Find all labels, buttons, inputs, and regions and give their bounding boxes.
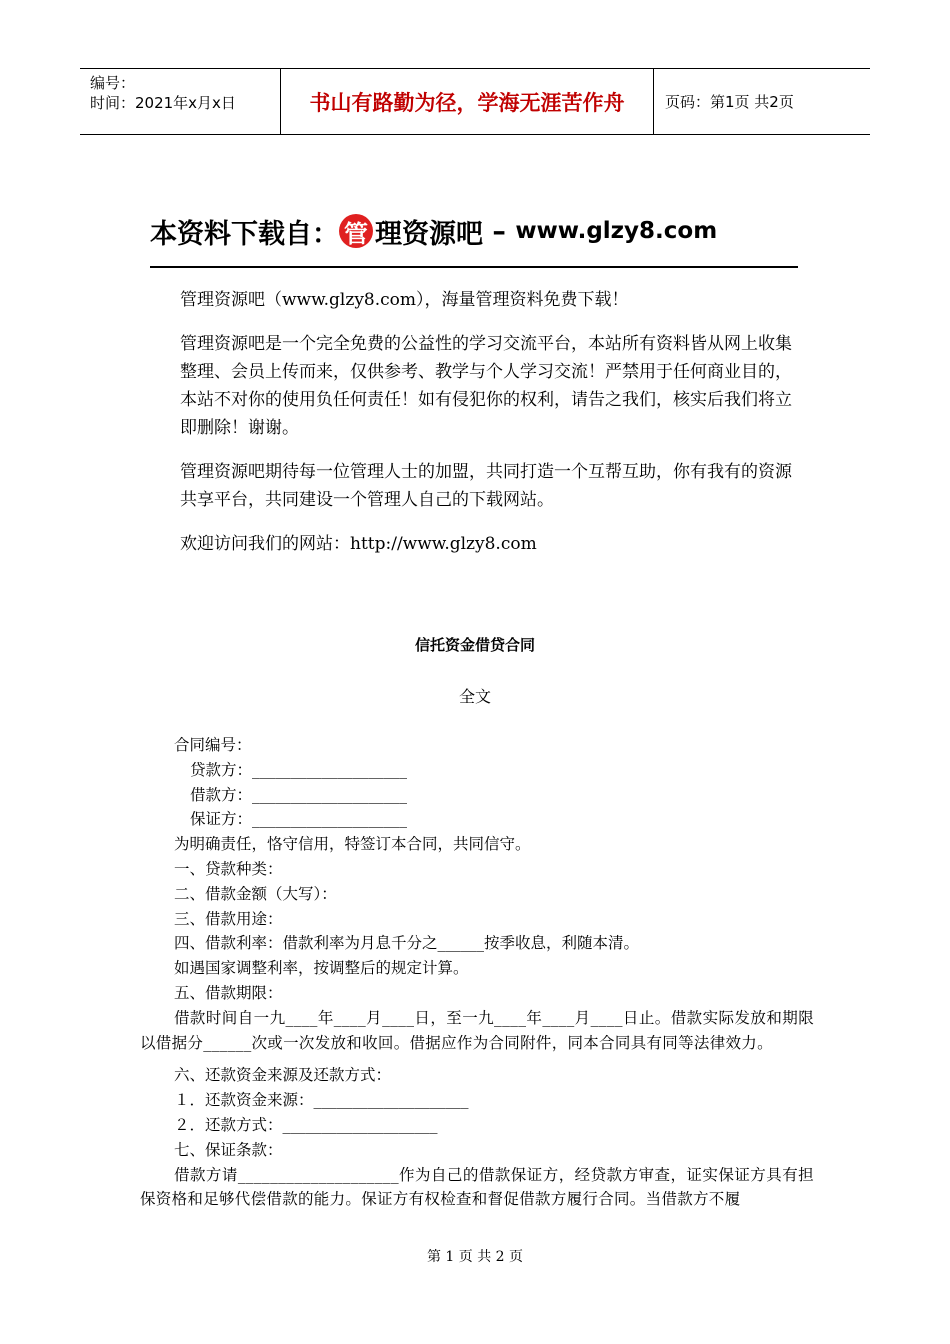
contract-body: [140, 733, 814, 1212]
banner-divider: [150, 266, 798, 268]
banner-site-link[interactable]: www.glzy8.com: [515, 218, 718, 244]
contract-line: 贷款方：____________________: [190, 760, 408, 779]
intro-paragraph-2: 管理资源吧是一个完全免费的公益性的学习交流平台，本站所有资料皆从网上收集整理、会员上传而来，仅供参考、教学与个人学习交流！严禁用于任何商业目的，本站不对你的使用负任何责任！如有侵犯你的权利，请告之我们，核实后我们将立即删除！谢谢。: [180, 334, 792, 438]
contract-paragraph: 借款方请____________________作为自己的借款保证方，经贷款方审查，证实保证方具有担保资格和足够代偿借款的能力。保证方有权检查和督促借款方履行合同。当借款方不履: [140, 1165, 814, 1209]
banner-dash: –: [483, 215, 516, 247]
page-info: 页码：第1页 共2页: [665, 93, 794, 111]
contract-line: ２．还款方式：____________________: [174, 1115, 438, 1134]
document-title: 信托资金借贷合同: [414, 636, 535, 654]
contract-line: 六、还款资金来源及还款方式：: [174, 1066, 392, 1085]
contract-line: 合同编号：: [174, 736, 252, 754]
intro-paragraph-3: 管理资源吧期待每一位管理人士的加盟，共同打造一个互帮互助，你有我有的资源共享平台，共同建设一个管理人自己的下载网站。: [180, 462, 792, 510]
contract-line: 一、贷款种类：: [174, 859, 283, 878]
contract-paragraph: 借款时间自一九____年____月____日，至一九____年____月____日止。借款实际发放和期限以借据分______次或一次发放和收回。借据应作为合同附件，同本合同具有同等法律效力。: [140, 1008, 814, 1052]
intro-paragraph-4: 欢迎访问我们的网站：http://www.glzy8.com: [180, 534, 537, 554]
number-label: 编号：: [90, 74, 136, 92]
header-left-cell: [90, 73, 236, 113]
download-banner: [150, 207, 800, 255]
contract-line: 五、借款期限：: [174, 983, 283, 1002]
contract-line: 三、借款用途：: [174, 909, 283, 928]
time-label: 时间：2021年x月x日: [90, 94, 236, 112]
brand-badge-icon: 管: [339, 214, 373, 248]
motto: 书山有路勤为径，学海无涯苦作舟: [280, 69, 654, 134]
contract-line: 为明确责任，恪守信用，特签订本合同，共同信守。: [174, 835, 531, 854]
header-table: [80, 68, 870, 135]
document-subtitle: 全文: [458, 687, 491, 706]
banner-brand: 理资源吧: [375, 218, 483, 250]
contract-line: 四、借款利率：借款利率为月息千分之______按季收息，利随本清。: [174, 934, 640, 953]
contract-line: 七、保证条款：: [174, 1140, 283, 1159]
intro-paragraph-1: 管理资源吧（www.glzy8.com），海量管理资料免费下载！: [180, 290, 629, 310]
banner-prefix: 本资料下载自：: [150, 218, 339, 250]
intro-block: [180, 286, 800, 574]
contract-line: 如遇国家调整利率，按调整后的规定计算。: [174, 959, 469, 978]
contract-line: 保证方：____________________: [190, 810, 408, 829]
contract-line: 借款方：____________________: [190, 785, 408, 804]
contract-line: 二、借款金额（大写）：: [174, 884, 337, 903]
contract-line: １．还款资金来源：____________________: [174, 1091, 469, 1110]
page-footer: 第 1 页 共 2 页: [426, 1249, 524, 1265]
